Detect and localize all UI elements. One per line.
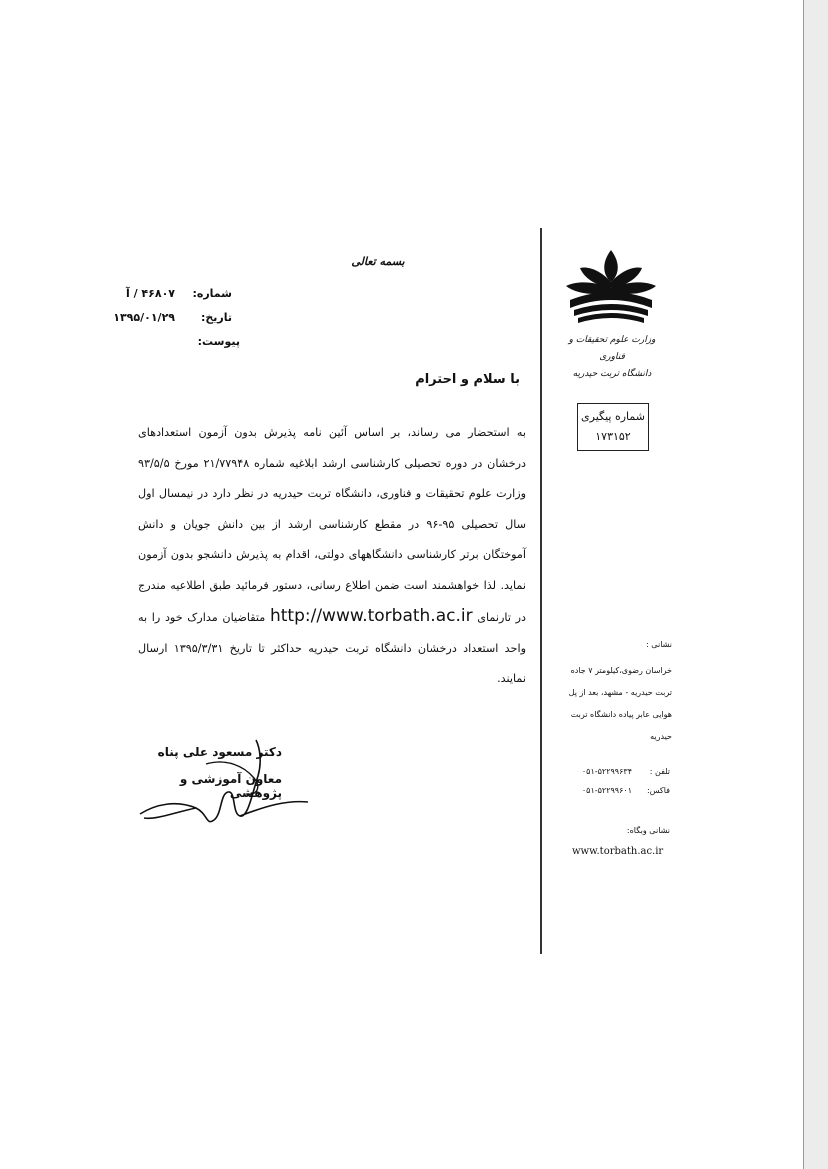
address-line: حیدریه (650, 732, 672, 741)
greeting: با سلام و احترام (415, 372, 520, 387)
fax-value: ۰۵۱-۵۲۲۹۹۶۰۱ (581, 786, 632, 795)
body-text-part1: به استحضار می رساند، بر اساس آئین نامه پذیرش بدون آزمون استعدادهای درخشان در دوره تحصیلی کارشناسی ارشد ابلاغیه شماره ۲۱/۷۷۹۴۸ مورخ ۹۳/۵/۵ وزارت علوم تحقیقات و فناوری، دانشگاه تربت حیدریه در نظر دارد در نیمسال اول سال تحصیلی ۹۵-۹۶ در مقطع کارشناسی ارشد از بین دانش جویان و دانش آموختگان برتر کارشناسی دانشگاههای دولتی، اقدام به پذیرش دانشجو بدون آزمون نماید. لذا خواهشمند است ضمن اطلاع رسانی، دستور فرمائید طبق اطلاعیه مندرج در تارنمای (138, 426, 527, 624)
letter-body (138, 418, 526, 695)
signatory-name: دکتر مسعود علی پناه (157, 745, 282, 759)
tracking-label: شماره پیگیری (581, 410, 645, 423)
number-label: شماره: (192, 287, 232, 300)
attachment-label: پیوست: (197, 335, 240, 348)
page-edge (803, 0, 828, 1169)
tracking-value: ۱۷۳۱۵۲ (595, 430, 631, 443)
address-line: تربت حیدریه - مشهد، بعد از پل (568, 688, 672, 697)
phone-label: تلفن : (649, 767, 670, 776)
body-text-part2: متقاضیان مدارک خود را به واحد استعداد درخشان دانشگاه تربت حیدریه حداکثر تا تاریخ ۱۳۹۵/۳/۳۱ ارسال نمایند. (138, 611, 526, 685)
address-line: خراسان رضوی،کیلومتر ۷ جاده (570, 666, 672, 675)
handwritten-signature-icon (136, 734, 311, 834)
sidebar-divider (540, 228, 542, 954)
website-value[interactable]: www.torbath.ac.ir (572, 846, 664, 857)
number-value: ۴۶۸۰۷ / آ (125, 287, 175, 300)
university-logo-icon (562, 248, 660, 326)
ministry-line: وزارت علوم تحقیقات و فناوری (568, 335, 656, 362)
address-label: نشانی : (646, 640, 672, 649)
phone-value: ۰۵۱-۵۲۲۹۹۶۳۴ (581, 767, 632, 776)
bismillah: بسمه تعالی (351, 255, 405, 268)
university-line: دانشگاه تربت حیدریه (572, 369, 652, 379)
fax-label: فاکس: (647, 786, 670, 795)
website-label: نشانی وبگاه: (626, 826, 670, 835)
address-line: هوایی عابر پیاده دانشگاه تربت (570, 710, 672, 719)
ministry-name (560, 332, 664, 383)
date-value: ۱۳۹۵/۰۱/۲۹ (113, 311, 175, 324)
tracking-box (577, 403, 649, 451)
signatory-title: معاون آموزشی و پژوهشی (179, 772, 282, 800)
website-link[interactable]: http://www.torbath.ac.ir (269, 606, 473, 626)
address-block (560, 660, 672, 748)
date-label: تاریخ: (200, 311, 232, 324)
